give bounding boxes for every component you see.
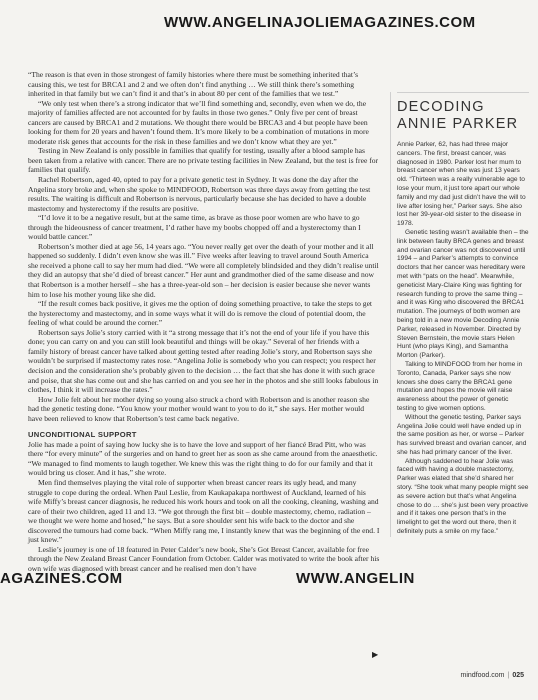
article-paragraph: Jolie has made a point of saying how lucky she is to have the love and support of her fiancé Brad Pitt, who was there “for every minute” of the surgeries and on hand to greet her as soon as she came around from the anaesthetic. “We managed to find moments to laugh together. We knew this was the right thing to do for our family and that it would bring us closer. And it has,” she wrote. (28, 439, 378, 478)
article-paragraph: “We only test when there’s a strong indicator that we’ll find something and, secondly, even when we do, the majority of families affected are not accounted for by faults in those two genes.” Only five per cent of breast cancers are caused by BRCA1 and 2 mutations. We thought there would be BRCA3 and 4 but people have been looking for them for 20 years and haven’t found them. It’s more likely to be a combination of mutations in more moderate risk genes that accounts for the risk in these families and we don’t know what they are yet.” (28, 98, 369, 146)
sidebar-paragraph: Although saddened to hear Jolie was faced with having a double mastectomy, Parker was elated that she’d shared her story. “She took what many people might see as severe action but that’s what Angelina chose to do … she’s just been very proactive and if it takes one person that’s in the limelight to get the word out there, then it definitely puts a smile on my face.” (397, 457, 529, 536)
page-number: 025 (512, 672, 524, 679)
article-paragraph: Rachel Robertson, aged 40, opted to pay for a private genetic test in Sydney. It was done the day after the Angelina story broke and, when she spoke to MINDFOOD, Robertson was three days away from getting the test results. The waiting is difficult and Robertson is nervous, particularly because she has decided to have a double mastectomy and hysterectomy if the results are positive. (28, 175, 371, 213)
sidebar-divider (397, 92, 529, 93)
sidebar-box (390, 92, 529, 537)
article-paragraph: “If the result comes back positive, it gives me the option of doing something proactive, to take the steps to get the hysterectomy and mastectomy, and in some ways what it will do is remove the cloud of potential doom, the feeling of what could be around the corner.” (28, 299, 373, 328)
article-paragraph: How Jolie felt about her mother dying so young also struck a chord with Robertson and is another reason she had the genetic testing done. “You know your mother would want to you to do it,” she says. Her mother would have been relieved to know that Robertson’s test came back negative. (28, 394, 370, 423)
article-paragraph: Men find themselves playing the vital role of supporter when breast cancer rears its ugly head, and many struggle to cope during the ordeal. When Paul Leslie, from Kaukapakapa northwest of Auckland, learned of his wife Miffy’s breast cancer diagnosis, he reduced his work hours and took on all the cooking, cleaning, washing and care of their two children, aged 11 and 13. “We got through the first bit – double mastectomy, chemo, radiation – we thought we were home and hosed,” he says. But a sore shoulder sent his wife back to the doctor and she discovered the tumours had come back. “When Miffy rang me, I instantly knew that was the beginning of the end. I just knew.” (28, 477, 380, 545)
sidebar-paragraph: Talking to MINDFOOD from her home in Toronto, Canada, Parker says she now knows she does carry the BRCA1 gene mutation and hopes the movie will raise awareness about the power of genetic testing to give women options. (397, 360, 523, 412)
sidebar-paragraph: Annie Parker, 62, has had three major cancers. The first, breast cancer, was diagnosed in 1980. Parker lost her mum to breast cancer when she was just 13 years old. “Thirteen was a really vulnerable age to lose your mum, it just tore apart our whole family and my dad just didn’t have the will to live after losing her,” Parker says. She also lost her 39-year-old sister to the disease in 1978. (397, 141, 526, 228)
article-paragraph: Testing in New Zealand is only possible in families that qualify for testing, usually after a blood sample has been taken from a relative with cancer. There are no private testing facilities in New Zealand, but the test is free for families that qualify. (28, 146, 379, 175)
article-paragraph: Robertson’s mother died at age 56, 14 years ago. “You never really get over the death of your mother and it all happened so suddenly. I didn’t even know she was ill.” Five weeks after leaving to travel around South America she received a phone call to say her mum had died. “We were all completely blindsided and they didn’t realise until they did an autopsy that she’d died of breast cancer.” Her aunt and grandmother died of the same disease and now that Robertson is a mother herself – she has a three-year-old son – her decision is easier because she never wants him to lose his mother young like she did. (28, 241, 379, 299)
sidebar-body (397, 141, 529, 537)
watermark-mid-left: AGAZINES.COM (0, 570, 123, 587)
article-paragraph: Leslie’s journey is one of 18 featured in Peter Calder’s new book, She’s Got Breast Cancer, available for free through the New Zealand Breast Cancer Foundation from October. Calder was motivated to write the book after his own wife was diagnosed with breast cancer and he realised men don’t have (28, 544, 380, 573)
watermark-top: WWW.ANGELINAJOLIEMAGAZINES.COM (164, 14, 476, 31)
article-paragraph: “The reason is that even in those strongest of family histories where there must be something inherited that’s causing this, we test for BRCA1 and 2 and we often don’t find anything … We still think there’s something inherited in that family but we can’t find it and that’s in about 80 per cent of the families that we test.” (28, 70, 359, 99)
page-footer (461, 672, 524, 679)
sidebar-title: DECODING ANNIE PARKER (397, 99, 519, 132)
article-paragraph: Robertson says Jolie’s story carried with it “a strong message that it’s not the end of your life if you have this done; you can carry on and you can still look beautiful and things will be okay.” Several of her friends with a family history of breast cancer have talked about getting tested after reading Jolie’s story, and Robertson says she wouldn’t be surprised if mastectomy rates rose. “Angelina Jolie is somebody who you can respect; you respect her decision and the consideration she’s probably given to the decision … the fact that she has done it with such grace and poise, that she has come out and she has carried on and you see her in the photos and she still looks fabulous in clothes, I think it will increase the rates.” (28, 327, 379, 395)
footer-site: mindfood.com (460, 672, 505, 679)
main-article-column (28, 70, 380, 573)
section-subhead: UNCONDITIONAL SUPPORT (28, 430, 137, 440)
continue-arrow-icon: ▶ (372, 650, 379, 659)
article-paragraph: “I’d love it to be a negative result, but at the same time, as brave as those poor women are who have to go through the hideousness of cancer treatment, I’d rather have my boobs chopped off and a hysterectomy than I would battle cancer.” (28, 213, 361, 242)
footer-separator: | (507, 672, 510, 679)
sidebar-paragraph: Without the genetic testing, Parker says Angelina Jolie could well have ended up in the same position as her, or worse – Parker has survived breast and ovarian cancer, and she has had primary cancer of the liver. (397, 413, 527, 456)
sidebar-paragraph: Genetic testing wasn’t available then – the link between faulty BRCA genes and breast and ovarian cancer was not discovered until 1994 – and Parker’s attempts to convince doctors that her cancer was hereditary were met with “pats on the head”. Meanwhile, geneticist Mary-Claire King was fighting for research funding to prove the same thing – and it was King who discovered the BRCA1 mutation. The journeys of both women are being told in a new movie Decoding Annie Parker, released in November. Directed by Steven Bernstein, the movie stars Helen Hunt (who plays King), and Samantha Morton (Parker). (397, 228, 529, 360)
watermark-mid-right: WWW.ANGELIN (296, 570, 415, 587)
